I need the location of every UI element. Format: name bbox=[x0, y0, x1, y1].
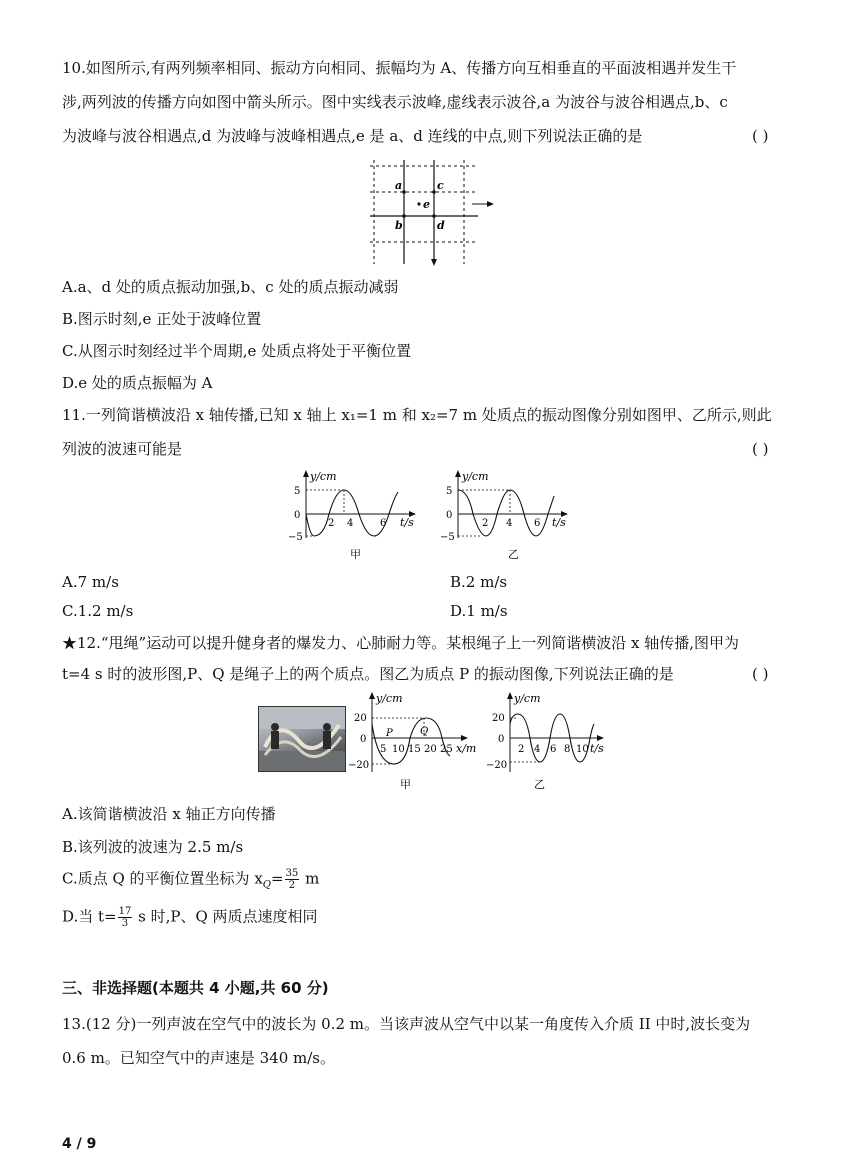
q11-yi-xtick-4: 4 bbox=[506, 518, 513, 529]
q12-jia-label-q: Q bbox=[420, 726, 429, 737]
q12-option-c-subscript: Q bbox=[262, 879, 271, 891]
q11-yi-ytick-neg5: −5 bbox=[440, 532, 455, 543]
q11-line-2: 列波的波速可能是 bbox=[62, 440, 183, 458]
q11-option-b: B.2 m/s bbox=[450, 573, 508, 591]
q11-yi-caption: 乙 bbox=[508, 548, 519, 561]
q12-jia-xtick-5: 5 bbox=[380, 744, 387, 755]
q11-yi-ylabel: y/cm bbox=[462, 470, 489, 483]
q12-yi-ytick-20: 20 bbox=[492, 713, 505, 724]
q11-yi-ytick-5: 5 bbox=[446, 486, 453, 497]
q12-jia-ytick-20: 20 bbox=[354, 713, 367, 724]
q11-bracket: ( ) bbox=[752, 440, 769, 458]
q11-jia-xtick-2: 2 bbox=[328, 518, 335, 529]
label-c: c bbox=[437, 179, 444, 192]
q12-yi-ytick-neg20: −20 bbox=[486, 760, 508, 771]
label-b: b bbox=[395, 219, 403, 232]
q11-yi-ytick-0: 0 bbox=[446, 510, 453, 521]
q12-option-c bbox=[62, 868, 319, 896]
q12-yi-xtick-10: 10 bbox=[576, 744, 589, 755]
q10-line-2: 涉,两列波的传播方向如图中箭头所示。图中实线表示波峰,虚线表示波谷,a 为波谷与波谷相遇点,b、c bbox=[62, 93, 728, 111]
q10-option-b: B.图示时刻,e 正处于波峰位置 bbox=[62, 310, 262, 328]
q12-option-b: B.该列波的波速为 2.5 m/s bbox=[62, 838, 244, 856]
q13-line-2: 0.6 m。已知空气中的声速是 340 m/s。 bbox=[62, 1049, 335, 1067]
q12-yi-xtick-6: 6 bbox=[550, 744, 557, 755]
q11-yi-xtick-2: 2 bbox=[482, 518, 489, 529]
q11-jia-xlabel: t/s bbox=[400, 516, 414, 529]
label-e: e bbox=[423, 198, 430, 211]
q12-yi-xlabel: t/s bbox=[590, 742, 604, 755]
q12-line-1: ★12.“甩绳”运动可以提升健身者的爆发力、心肺耐力等。某根绳子上一列简谐横波沿 x 轴传播,图甲为 bbox=[62, 634, 739, 652]
q12-bracket: ( ) bbox=[752, 665, 769, 683]
q12-option-c-fraction bbox=[285, 868, 300, 891]
q11-jia-caption: 甲 bbox=[350, 548, 361, 561]
q12-jia-xtick-25: 25 bbox=[440, 744, 453, 755]
q12-jia-ytick-0: 0 bbox=[360, 734, 367, 745]
q12-jia-xtick-20: 20 bbox=[424, 744, 437, 755]
q13-line-1: 13.(12 分)一列声波在空气中的波长为 0.2 m。当该声波从空气中以某一角度传入介质 II 中时,波长变为 bbox=[62, 1015, 751, 1033]
q12-jia-xlabel: x/m bbox=[456, 742, 477, 755]
q11-option-c: C.1.2 m/s bbox=[62, 602, 134, 620]
q11-jia-ytick-0: 0 bbox=[294, 510, 301, 521]
q11-option-a: A.7 m/s bbox=[62, 573, 119, 591]
q12-graph-yi bbox=[482, 690, 612, 790]
q12-option-c-equals: = bbox=[270, 869, 284, 888]
label-a: a bbox=[395, 179, 403, 192]
q12-line-2: t=4 s 时的波形图,P、Q 是绳子上的两个质点。图乙为质点 P 的振动图像,下列说法正确的是 bbox=[62, 665, 674, 683]
section-3-title: 三、非选择题(本题共 4 小题,共 60 分) bbox=[62, 979, 329, 997]
q12-jia-caption: 甲 bbox=[400, 778, 411, 790]
q10-line-1: 10.如图所示,有两列频率相同、振动方向相同、振幅均为 A、传播方向互相垂直的平面波相遇并发生干 bbox=[62, 59, 737, 77]
q11-jia-ylabel: y/cm bbox=[310, 470, 337, 483]
q12-option-d bbox=[62, 906, 318, 929]
q12-option-d-rest: s 时,P、Q 两质点速度相同 bbox=[133, 907, 318, 926]
q10-option-d: D.e 处的质点振幅为 A bbox=[62, 374, 213, 392]
q11-option-d: D.1 m/s bbox=[450, 602, 508, 620]
label-d: d bbox=[437, 219, 445, 232]
battle-rope-photo bbox=[258, 706, 346, 772]
q11-yi-xlabel: t/s bbox=[552, 516, 566, 529]
q12-option-a: A.该简谐横波沿 x 轴正方向传播 bbox=[62, 805, 276, 823]
q12-graph-jia bbox=[346, 690, 492, 790]
q12-yi-ylabel: y/cm bbox=[514, 692, 541, 705]
q12-option-d-text: D.当 t= bbox=[62, 907, 117, 926]
q11-graph-jia bbox=[284, 468, 424, 566]
q12-jia-ytick-neg20: −20 bbox=[348, 760, 370, 771]
page-number: 4 / 9 bbox=[62, 1136, 97, 1152]
q12-yi-xtick-8: 8 bbox=[564, 744, 571, 755]
q12-option-d-fraction bbox=[118, 906, 133, 929]
q10-bracket: ( ) bbox=[752, 127, 769, 145]
q10-option-c: C.从图示时刻经过半个周期,e 处质点将处于平衡位置 bbox=[62, 342, 412, 360]
q11-jia-xtick-4: 4 bbox=[347, 518, 354, 529]
q12-jia-label-p: P bbox=[386, 728, 393, 739]
q10-line-3: 为波峰与波谷相遇点,d 为波峰与波峰相遇点,e 是 a、d 连线的中点,则下列说法正确的是 bbox=[62, 127, 643, 145]
q12-yi-caption: 乙 bbox=[534, 778, 545, 790]
q11-yi-xtick-6: 6 bbox=[534, 518, 541, 529]
q12-option-c-text: C.质点 Q 的平衡位置坐标为 x bbox=[62, 869, 263, 888]
q12-option-d-denominator: 3 bbox=[121, 918, 129, 929]
q10-option-a: A.a、d 处的质点振动加强,b、c 处的质点振动减弱 bbox=[62, 278, 399, 296]
q11-jia-ytick-5: 5 bbox=[294, 486, 301, 497]
q12-jia-xtick-10: 10 bbox=[392, 744, 405, 755]
q12-yi-ytick-0: 0 bbox=[498, 734, 505, 745]
q11-graph-yi bbox=[436, 468, 576, 566]
q12-option-c-denominator: 2 bbox=[288, 880, 296, 891]
q10-interference-figure bbox=[366, 156, 506, 268]
q12-jia-xtick-15: 15 bbox=[408, 744, 421, 755]
q12-option-d-numerator: 17 bbox=[118, 906, 132, 917]
q12-yi-xtick-2: 2 bbox=[518, 744, 525, 755]
q11-jia-xtick-6: 6 bbox=[380, 518, 387, 529]
q11-line-1: 11.一列简谐横波沿 x 轴传播,已知 x 轴上 x₁=1 m 和 x₂=7 m 处质点的振动图像分别如图甲、乙所示,则此 bbox=[62, 406, 772, 424]
q12-option-c-numerator: 35 bbox=[285, 868, 299, 879]
q12-jia-ylabel: y/cm bbox=[376, 692, 403, 705]
q11-jia-ytick-neg5: −5 bbox=[288, 532, 303, 543]
q12-yi-xtick-4: 4 bbox=[534, 744, 541, 755]
q12-option-c-unit: m bbox=[300, 869, 320, 888]
